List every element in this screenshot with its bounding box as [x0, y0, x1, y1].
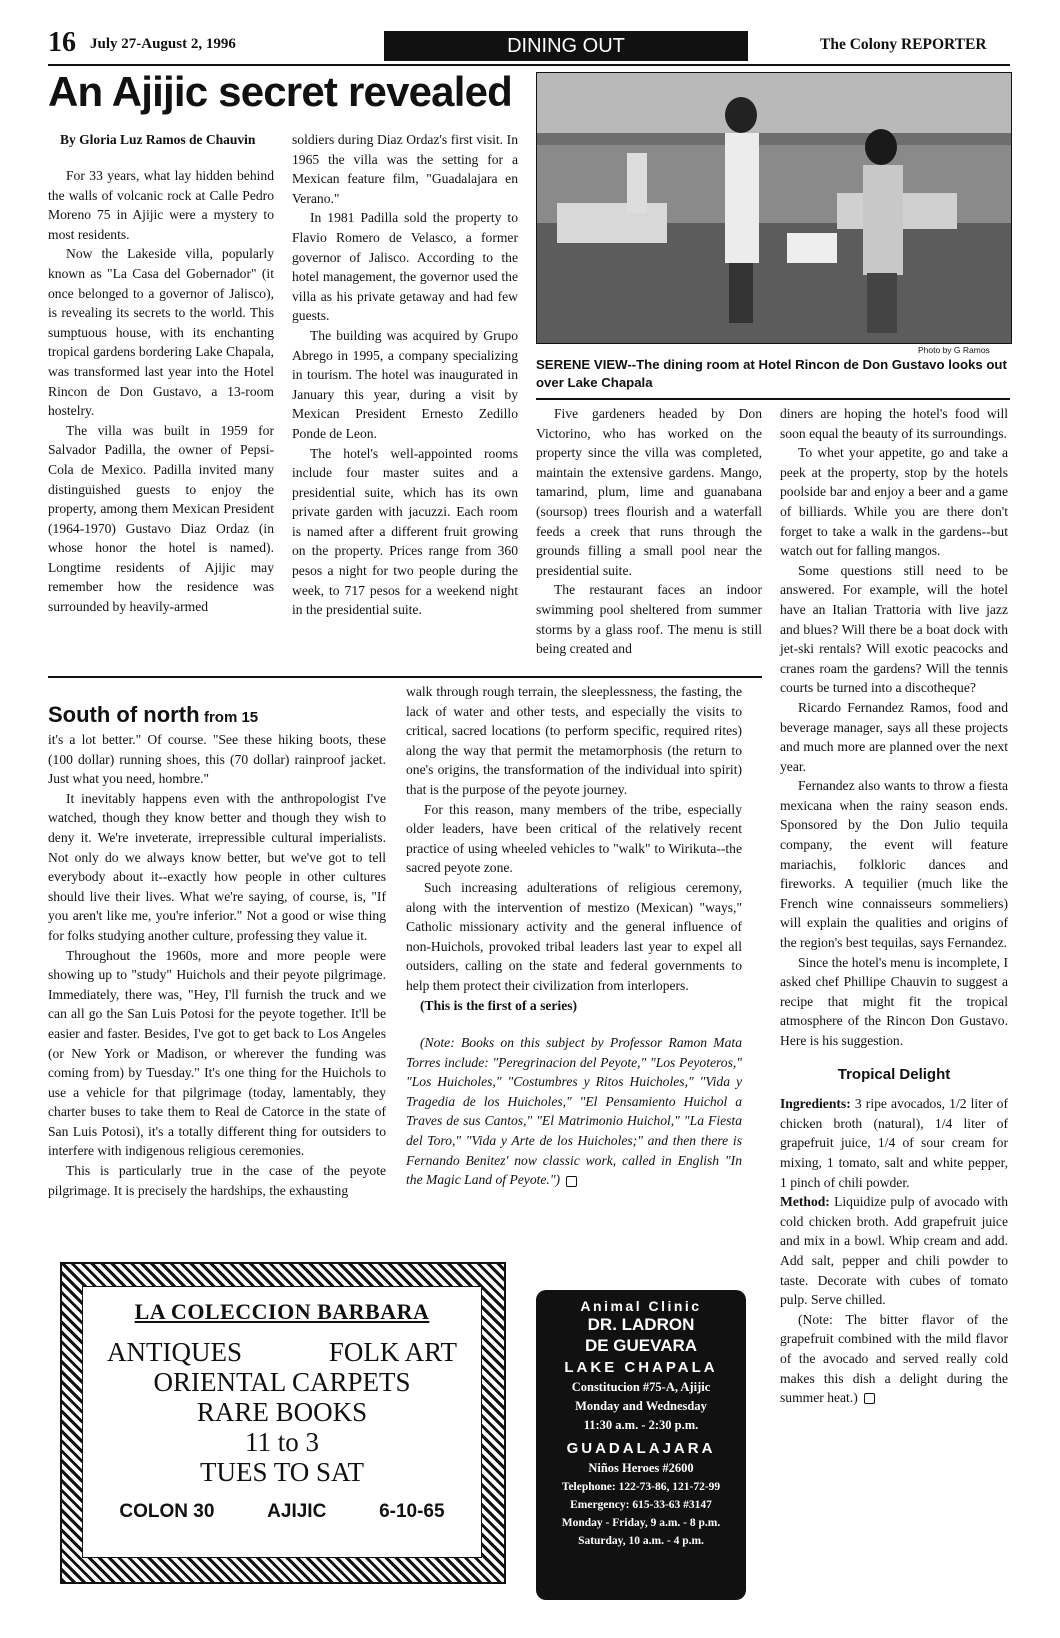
clinic-saturday-hours: Saturday, 10 a.m. - 4 p.m. [578, 1535, 704, 1547]
series-note: (This is the first of a series) [420, 997, 578, 1013]
ingredients-text: 3 ripe avocados, 1/2 liter of chicken broth (natural), 1/4 liter of grapefruit juice, 1/4 of sour cream for mixing, 1 tomato, salt and white pepper, 1 pinch of chili powder. [780, 1096, 1008, 1190]
ad-phone: 6-10-65 [379, 1501, 445, 1522]
article-divider [48, 676, 762, 678]
ad-town: AJIJIC [267, 1501, 327, 1522]
method-label: Method: [780, 1194, 830, 1210]
paragraph: It inevitably happens even with the anthropologist I've watched, though they know better and though they wish to deny it. We're inveterate, irrepressible cultural imperialists. Not only do we always know better, but we've got to tell everybody about it--exactly how people in other cultures should live their lives. What we're saying, of course, is, "If you aren't like me, you're inferior." Not a good or wise thing for folks studying another culture, professing they value it. [48, 790, 386, 943]
issue-date: July 27-August 2, 1996 [90, 36, 236, 52]
article-headline: An Ajijic secret revealed [48, 68, 513, 115]
ad-antiques: ANTIQUES [107, 1337, 242, 1367]
recipe-ingredients [780, 1094, 1008, 1192]
section-banner: DINING OUT [384, 31, 748, 61]
paragraph: To whet your appetite, go and take a peek at the property, stop by the hotels poolside bar and enjoy a beer and a game of billiards. While you are there don't forget to take a walk in the gardens--but watch out for falling mangos. [780, 445, 1008, 559]
books-note: (Note: Books on this subject by Professor Ramon Mata Torres include: "Peregrinacion del Peyote," "Los Peyoteros," "Los Huicholes," "Costumbres y Ritos Huicholes," "Vida y Tragedia de los Huicholes," "El Pensamiento Huichol a Traves de sus Cantos," "El Matrimonio Huichol," "La Fiesta del Toro," "Vida y Arte de los Huicholes;" and then there is Fernando Benitez' now classic work, called in English "In the Magic Land of Peyote.") [406, 1035, 742, 1188]
end-mark-icon [566, 1176, 577, 1187]
end-mark-icon [864, 1393, 875, 1404]
photo-credit: Photo by G Ramos [918, 345, 990, 355]
article2-jump: from 15 [203, 709, 259, 726]
ad-line-antiques-folkart [83, 1337, 481, 1367]
ad-oriental-carpets: ORIENTAL CARPETS [153, 1367, 411, 1397]
page-number: 16 [48, 27, 76, 58]
method-text: Liquidize pulp of avocado with cold chicken broth. Add grapefruit juice and mix in a bowl. Whip cream and add. Add salt, pepper and chili powder to taste. Decorate with cubes of tomato pulp. Serve chilled. [780, 1194, 1008, 1308]
paragraph: The building was acquired by Grupo Abrego in 1995, a company specializing in tourism. The hotel was inaugurated in January this year, during a visit by Mexican President Ernesto Zedillo Ponde de Leon. [292, 327, 518, 441]
clinic-location-2-address: Niños Heroes #2600 [588, 1461, 694, 1475]
article2-column-2 [406, 682, 742, 1190]
ad-store-name: LA COLECCION BARBARA [134, 1299, 430, 1324]
paragraph: Since the hotel's menu is incomplete, I asked chef Phillipe Chauvin to suggest a recipe that might fit the tropical atmosphere of the Rincon Don Gustavo. Here is his suggestion. [780, 954, 1008, 1048]
paragraph: The restaurant faces an indoor swimming pool sheltered from summer storms by a glass roof. The menu is still being created and [536, 582, 762, 657]
paragraph: soldiers during Diaz Ordaz's first visit. In 1965 the villa was the setting for a Mexican feature film, "Guadalajara en Verano." [292, 132, 518, 206]
newspaper-name: The Colony REPORTER [820, 36, 987, 53]
article2-column-1 [48, 730, 386, 1200]
paragraph: In 1981 Padilla sold the property to Flavio Romero de Velasco, a former governor of Jalisco. According to the hotel management, the governor used the villa as his private getaway and had few guests. [292, 210, 518, 324]
paragraph: diners are hoping the hotel's food will soon equal the beauty of its surroundings. [780, 406, 1008, 441]
ad-coleccion-barbara [60, 1262, 506, 1584]
paragraph: The hotel's well-appointed rooms include four master suites and a presidential suite, which has its own private garden with jacuzzi. Each room is named after a different fruit growing on the property. Prices range from 360 pesos a night for two people during the week, to 717 pesos for a weekend night in the presidential suite. [292, 445, 518, 618]
paragraph: Some questions still need to be answered. For example, will the hotel have an Italian Trattoria with live jazz and blues? Will there be a boat dock with jet-ski rentals? Will exotic peacocks and cranes roam the gardens? Will the tennis courts be turned into a discotheque? [780, 562, 1008, 696]
article1-column-1 [48, 166, 274, 617]
recipe-note: (Note: The bitter flavor of the grapefruit combined with the mild flavor of the avocado and served really cold makes this dish a delight during the summer heat.) [780, 1311, 1008, 1406]
clinic-location-1-address: Constitucion #75-A, Ajijic [571, 1380, 711, 1394]
recipe-title: Tropical Delight [837, 1065, 951, 1083]
ad-animal-clinic [536, 1290, 746, 1600]
paragraph: For 33 years, what lay hidden behind the walls of volcanic rock at Calle Pedro Moreno 75 in Ajijic were a mystery to most residents. [48, 168, 274, 242]
photo-illustration [537, 73, 1011, 343]
clinic-doctor-1: DR. LADRON [587, 1315, 695, 1334]
dining-room-photo [536, 72, 1012, 344]
article1-column-4 [780, 404, 1008, 1408]
clinic-location-1: LAKE CHAPALA [564, 1359, 718, 1376]
ad-hours: 11 to 3 [245, 1427, 319, 1457]
clinic-doctor-2: DE GUEVARA [584, 1336, 698, 1355]
article2-title: South of north [48, 702, 200, 727]
clinic-weekday-hours: Monday - Friday, 9 a.m. - 8 p.m. [561, 1517, 721, 1529]
paragraph: Such increasing adulterations of religious ceremony, along with the intervention of mestizo (Mexican) "ways," Catholic missionary activity and the general influence of non-Huichols, provoked tribal leaders last year to expel all outsiders, calling on the state and federal governments to help them protect their civilization from interlopers. [406, 879, 742, 993]
article1-column-3 [536, 404, 762, 659]
caption-rule [536, 398, 1010, 400]
photo-caption: SERENE VIEW--The dining room at Hotel Rincon de Don Gustavo looks out over Lake Chapala [536, 357, 1007, 390]
article1-column-2 [292, 130, 518, 620]
clinic-emergency: Emergency: 615-33-63 #3147 [570, 1499, 712, 1511]
paragraph: Throughout the 1960s, more and more people were showing up to "study" Huichols and their peyote pilgrimage. Immediately, there was, "Hey, I'll furnish the truck and we can all go the San Luis Potosi for the peyote together. It'll be easier and faster. Besides, I've got to get back to Los Angeles (or New York or Madison, or wherever the funding was coming from) by Tuesday." It's one thing for the Huichols to use a vehicle for that pilgrimage (today, lamentably, they charter buses to take them to Real de Catorce in the state of San Luis Potosi), it's a totally different thing for outsiders to interfere with indigenous religious ceremonies. [48, 947, 386, 1159]
clinic-location-1-days: Monday and Wednesday [575, 1399, 707, 1413]
clinic-phone: Telephone: 122-73-86, 121-72-99 [561, 1481, 721, 1493]
clinic-title: Animal Clinic [580, 1298, 702, 1314]
paragraph: Five gardeners headed by Don Victorino, who has worked on the property since the villa was completed, maintain the extensive gardens. Mango, tamarind, plum, lime and guanabana (soursop) trees flourish and a waterfall feeds a creek that runs through the grounds filling a small pool near the presidential suite. [536, 406, 762, 578]
paragraph: This is particularly true in the case of the peyote pilgrimage. It is precisely the hardships, the exhausting [48, 1163, 386, 1198]
paragraph: walk through rough terrain, the sleeplessness, the fasting, the lack of water and other tests, and especially the visits to critical, sacred locations (to perform specific, required rites) along the way that permit the metamorphosis (the return to one's origins, the transformation of the individual into spirit) that is the purpose of the peyote journey. [406, 684, 742, 797]
recipe-method [780, 1192, 1008, 1310]
ad-rare-books: RARE BOOKS [196, 1397, 368, 1427]
paragraph: For this reason, many members of the tribe, especially older leaders, have been critical of the relatively recent practice of using wheeled vehicles to "walk" to Wirikuta--the sacred peyote zone. [406, 801, 742, 876]
article-byline: By Gloria Luz Ramos de Chauvin [60, 132, 256, 147]
paragraph: The villa was built in 1959 for Salvador Padilla, the owner of Pepsi-Cola de Mexico. Padilla invited many distinguished guests to enjoy the property, among them Mexican President (1964-1970) Gustavo Diaz Ordaz (in whose honor the hotel is named). Longtime residents of Ajijic may remember how the residence was surrounded by heavily-armed [48, 422, 274, 615]
ad-folk-art: FOLK ART [328, 1337, 457, 1367]
paragraph: it's a lot better." Of course. "See these hiking boots, these (100 dollar) running shoes, this (70 dollar) rainproof jacket. Just what you need, hombre." [48, 732, 386, 787]
paragraph: Now the Lakeside villa, popularly known as "La Casa del Gobernador" (it once belonged to a governor of Jalisco), is revealing its secrets to the world. This sumptuous house, with its enchanting tropical gardens bordering Lake Chapala, was transformed last year into the Hotel Rincon de Don Gustavo, a 13-room hostelry. [48, 246, 274, 419]
clinic-location-2: GUADALAJARA [566, 1440, 716, 1457]
clinic-location-1-hours: 11:30 a.m. - 2:30 p.m. [583, 1418, 699, 1432]
ad-inner-panel [82, 1286, 482, 1558]
paragraph: Ricardo Fernandez Ramos, food and beverage manager, says all these projects and much more are planned over the next year. [780, 699, 1008, 774]
paragraph: Fernandez also wants to throw a fiesta mexicana when the rainy season ends. Sponsored by the Don Julio tequila company, the event will feature mariachis, folkloric dances and fireworks. A tequilier (much like the French wine connaisseurs sommeliers) will explain the qualities and origins of the region's best tequilas, says Fernandez. [780, 778, 1008, 951]
ingredients-label: Ingredients: [780, 1096, 851, 1112]
article2-headline [48, 702, 258, 731]
ad-address: COLON 30 [119, 1501, 215, 1522]
ad-days: TUES TO SAT [199, 1457, 365, 1487]
ad-address-row [83, 1501, 481, 1523]
